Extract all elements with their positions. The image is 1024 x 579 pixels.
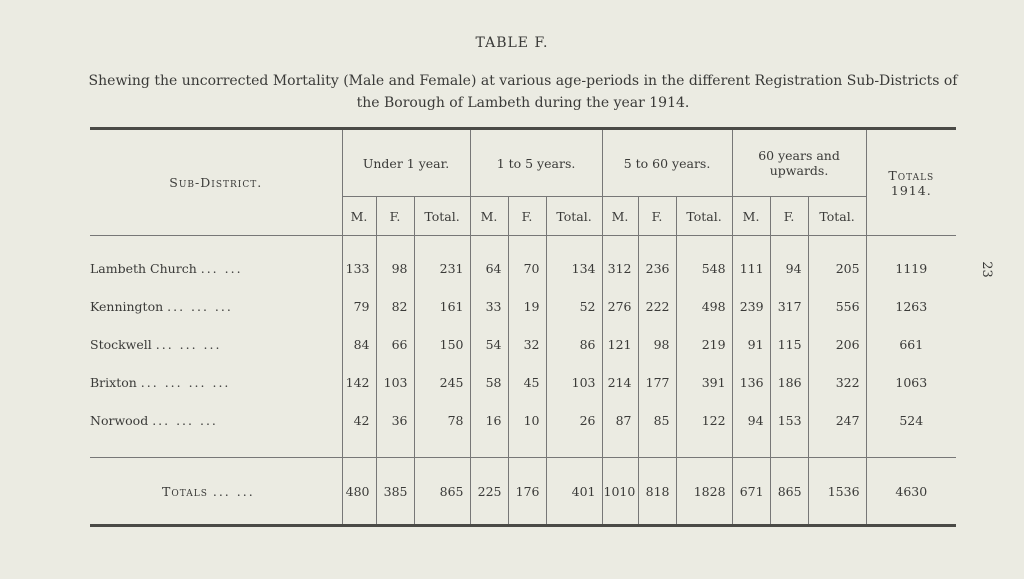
cell-value: 548 — [676, 236, 732, 288]
header-group-60-upwards: 60 years and upwards. — [732, 129, 866, 197]
cell-value: 64 — [470, 236, 508, 288]
cell-value: 54 — [470, 325, 508, 363]
cell-value: 70 — [508, 236, 546, 288]
cell-value: 78 — [414, 401, 470, 439]
cell-value: 19 — [508, 287, 546, 325]
page-number: 23 — [978, 261, 994, 278]
table-row — [90, 363, 956, 401]
row-total: 524 — [866, 401, 956, 439]
cell-value: 312 — [602, 236, 638, 288]
cell-value: 498 — [676, 287, 732, 325]
totals-cell: 671 — [732, 458, 770, 526]
header-f: F. — [376, 197, 414, 236]
table-row — [90, 325, 956, 363]
cell-value: 82 — [376, 287, 414, 325]
totals-cell: 1010 — [602, 458, 638, 526]
header-m: M. — [732, 197, 770, 236]
cell-value: 85 — [638, 401, 676, 439]
table-body — [90, 236, 956, 440]
row-total: 1263 — [866, 287, 956, 325]
cell-value: 247 — [808, 401, 866, 439]
totals-cell: 176 — [508, 458, 546, 526]
cell-value: 177 — [638, 363, 676, 401]
cell-value: 58 — [470, 363, 508, 401]
header-f: F. — [638, 197, 676, 236]
header-m: M. — [470, 197, 508, 236]
table-title: TABLE F. — [475, 35, 549, 51]
grand-total: 4630 — [866, 458, 956, 526]
cell-value: 86 — [546, 325, 602, 363]
totals-cell: 865 — [770, 458, 808, 526]
cell-value: 206 — [808, 325, 866, 363]
cell-value: 121 — [602, 325, 638, 363]
cell-value: 115 — [770, 325, 808, 363]
cell-value: 231 — [414, 236, 470, 288]
cell-value: 33 — [470, 287, 508, 325]
totals-cell: 401 — [546, 458, 602, 526]
cell-value: 79 — [342, 287, 376, 325]
mortality-table — [90, 127, 956, 527]
cell-value: 26 — [546, 401, 602, 439]
header-m: M. — [602, 197, 638, 236]
table-subtitle: Shewing the uncorrected Mortality (Male and Female) at various age-periods in the different Registration Sub-Districts of the Borough of Lambeth during the year 1914. — [88, 73, 958, 111]
cell-value: 219 — [676, 325, 732, 363]
row-total: 1063 — [866, 363, 956, 401]
header-totals-1914: Totals 1914. — [866, 129, 956, 236]
header-group-1-to-5: 1 to 5 years. — [470, 129, 602, 197]
cell-value: 276 — [602, 287, 638, 325]
header-total: Total. — [676, 197, 732, 236]
totals-cell: 818 — [638, 458, 676, 526]
header-total: Total. — [808, 197, 866, 236]
header-f: F. — [770, 197, 808, 236]
cell-value: 205 — [808, 236, 866, 288]
cell-value: 222 — [638, 287, 676, 325]
cell-value: 153 — [770, 401, 808, 439]
cell-value: 98 — [638, 325, 676, 363]
table-row — [90, 287, 956, 325]
cell-value: 161 — [414, 287, 470, 325]
totals-row — [90, 458, 956, 526]
table-header — [90, 129, 956, 236]
cell-value: 236 — [638, 236, 676, 288]
sub-district-name: Brixton ... ... ... ... — [90, 374, 231, 390]
sub-district-name: Kennington ... ... ... — [90, 298, 233, 314]
sub-district-name: Norwood ... ... ... — [90, 412, 218, 428]
totals-cell: 385 — [376, 458, 414, 526]
header-total: Total. — [414, 197, 470, 236]
row-total: 1119 — [866, 236, 956, 288]
totals-cell: 1828 — [676, 458, 732, 526]
cell-value: 133 — [342, 236, 376, 288]
header-total: Total. — [546, 197, 602, 236]
cell-value: 134 — [546, 236, 602, 288]
cell-value: 317 — [770, 287, 808, 325]
sub-district-name: Lambeth Church ... ... — [90, 260, 243, 276]
totals-cell: 225 — [470, 458, 508, 526]
totals-cell: 480 — [342, 458, 376, 526]
cell-value: 16 — [470, 401, 508, 439]
cell-value: 10 — [508, 401, 546, 439]
cell-value: 94 — [770, 236, 808, 288]
cell-value: 391 — [676, 363, 732, 401]
cell-value: 150 — [414, 325, 470, 363]
table-row — [90, 236, 956, 288]
cell-value: 186 — [770, 363, 808, 401]
header-f: F. — [508, 197, 546, 236]
cell-value: 87 — [602, 401, 638, 439]
cell-value: 214 — [602, 363, 638, 401]
header-m: M. — [342, 197, 376, 236]
table-row — [90, 401, 956, 439]
cell-value: 103 — [376, 363, 414, 401]
cell-value: 84 — [342, 325, 376, 363]
cell-value: 42 — [342, 401, 376, 439]
cell-value: 103 — [546, 363, 602, 401]
table-footer — [90, 439, 956, 526]
header-group-under-1: Under 1 year. — [342, 129, 470, 197]
sub-district-name: Stockwell ... ... ... — [90, 336, 222, 352]
cell-value: 32 — [508, 325, 546, 363]
cell-value: 136 — [732, 363, 770, 401]
cell-value: 239 — [732, 287, 770, 325]
cell-value: 322 — [808, 363, 866, 401]
cell-value: 142 — [342, 363, 376, 401]
cell-value: 245 — [414, 363, 470, 401]
cell-value: 98 — [376, 236, 414, 288]
cell-value: 45 — [508, 363, 546, 401]
cell-value: 66 — [376, 325, 414, 363]
header-group-5-to-60: 5 to 60 years. — [602, 129, 732, 197]
cell-value: 122 — [676, 401, 732, 439]
header-sub-district: Sub-District. — [90, 129, 342, 236]
row-total: 661 — [866, 325, 956, 363]
cell-value: 36 — [376, 401, 414, 439]
cell-value: 52 — [546, 287, 602, 325]
cell-value: 91 — [732, 325, 770, 363]
totals-cell: 865 — [414, 458, 470, 526]
cell-value: 556 — [808, 287, 866, 325]
totals-label: Totals ... ... — [90, 458, 342, 526]
cell-value: 111 — [732, 236, 770, 288]
totals-cell: 1536 — [808, 458, 866, 526]
cell-value: 94 — [732, 401, 770, 439]
